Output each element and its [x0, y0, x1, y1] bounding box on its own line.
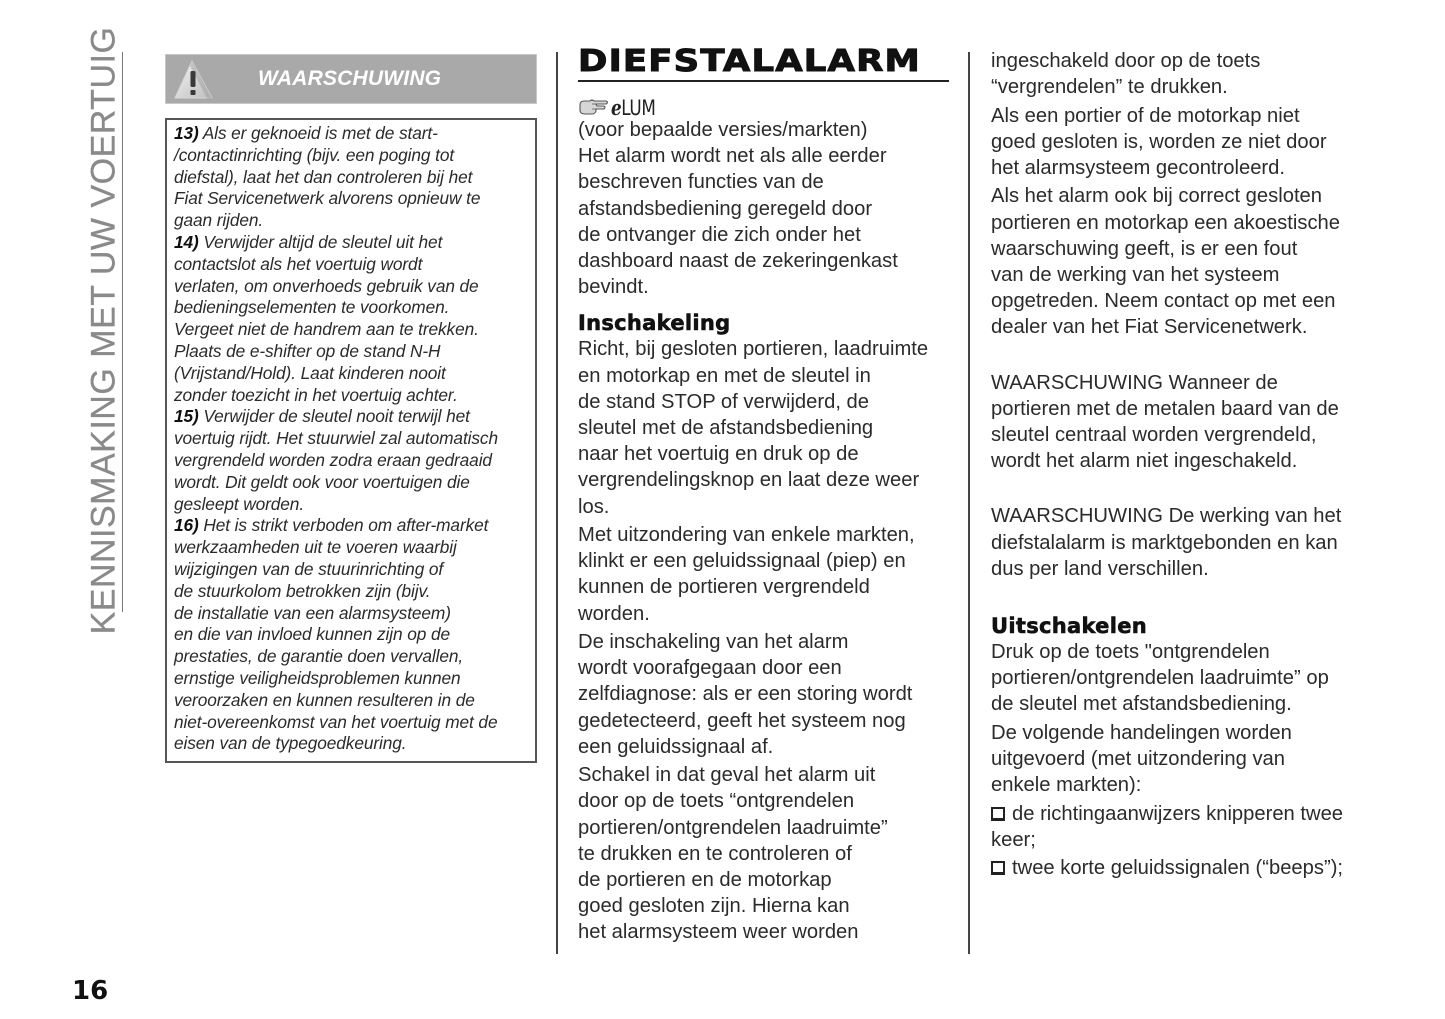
warning-number: 14) — [174, 231, 199, 252]
pointing-hand-icon — [578, 97, 610, 117]
paragraph: Schakel in dat geval het alarm uit door op de toets “ontgrendelen portieren/ontgrendelen laadruimte” te drukken en te controleren of de portieren en de motorkap goed gesloten zijn. Hierna kan het alarmsysteem weer worden — [578, 764, 888, 944]
chapter-title-text: KENNISMAKING MET UW VOERTUIG — [84, 26, 123, 634]
continuation-text — [991, 48, 1371, 341]
subheading-uitschakelen: Uitschakelen — [991, 614, 1147, 639]
warning-body — [165, 118, 537, 763]
bullet-item: de richtingaanwijzers knipperen twee keer; — [991, 802, 1344, 851]
bullet-item: twee korte geluidssignalen (“beeps”); — [991, 855, 1371, 881]
warning-number: 16) — [174, 515, 199, 536]
continuation-column — [991, 48, 1371, 884]
section-title: DIEFSTALALARM — [578, 44, 921, 79]
warning-item-14: 14) Verwijder altijd de sleutel uit het contactslot als het voertuig wordt verlaten, om onverhoeds gebruik van de bedieningselementen te voorkomen. Vergeet niet de handrem aan te trekken. Plaats de e-shifter op de stand N-H (Vrijstand/Hold). Laat kinderen nooit zonder toezicht in het voertuig achter. — [174, 231, 479, 405]
column-divider — [556, 52, 558, 954]
paragraph: De volgende handelingen worden uitgevoerd (met uitzondering van enkele markten): — [991, 721, 1292, 797]
warning-number: 15) — [174, 406, 199, 427]
availability-code: eLUM — [611, 94, 656, 120]
subheading-inschakeling: Inschakeling — [578, 311, 731, 336]
paragraph: Druk op de toets "ontgrendelen portieren/ontgrendelen laadruimte” op de sleutel met afstandsbediening. — [991, 641, 1329, 716]
warning-item-15: 15) Verwijder de sleutel nooit terwijl het voertuig rijdt. Het stuurwiel zal automatisch vergrendeld worden zodra eraan gedraaid wordt. Dit geldt ook voor voertuigen die gesleept worden. — [174, 406, 498, 514]
paragraph: Als een portier of de motorkap niet goed gesloten is, worden ze niet door het alarmsysteem gecontroleerd. — [991, 104, 1327, 179]
paragraph: Als het alarm ook bij correct gesloten portieren en motorkap een akoestische waarschuwing geeft, is er een fout van de werking van het systeem opgetreden. Neem contact op met een dealer van het Fiat Servicenetwerk. — [991, 185, 1341, 339]
title-underline — [578, 80, 949, 82]
warning-header — [165, 54, 537, 104]
main-column — [578, 44, 950, 948]
side-title-rule — [122, 52, 123, 612]
paragraph: De inschakeling van het alarm wordt voorafgegaan door een zelfdiagnose: als er een storing wordt gedetecteerd, geeft het systeem nog een geluidssignaal af. — [578, 631, 913, 758]
availability-marker — [578, 96, 950, 118]
square-bullet-icon — [991, 807, 1005, 821]
chapter-side-title — [84, 26, 124, 634]
square-bullet-icon — [991, 861, 1005, 875]
warning-note-1: WAARSCHUWING Wanneer de portieren met de metalen baard van de sleutel centraal worden vergrendeld, wordt het alarm niet ingeschakeld. — [991, 371, 1339, 473]
paragraph: Richt, bij gesloten portieren, laadruimte en motorkap en met de sleutel in de stand STOP of verwijderd, de sleutel met de afstandsbediening naar het voertuig en druk op de vergrendelingsknop en laat deze weer los. — [578, 338, 929, 518]
warning-number: 13) — [174, 123, 199, 143]
inschakeling-text — [578, 336, 950, 945]
page-number: 16 — [72, 976, 109, 1006]
warning-title: WAARSCHUWING — [258, 67, 442, 90]
paragraph: Met uitzondering van enkele markten, klinkt er een geluidssignaal (piep) en kunnen de portieren vergrendeld worden. — [578, 524, 915, 625]
warning-item-13: 13) Als er geknoeid is met de start- /contactinrichting (bijv. een poging tot diefstal), laat het dan controleren bij het Fiat Servicenetwerk alvorens opnieuw te gaan rijden. — [174, 123, 481, 231]
column-divider — [968, 52, 970, 954]
uitschakelen-text — [991, 639, 1371, 881]
warning-column — [165, 54, 537, 763]
paragraph: ingeschakeld door op de toets “vergrendelen” te drukken. — [991, 50, 1261, 99]
intro-paragraph: Het alarm wordt net als alle eerder beschreven functies van de afstandsbediening geregeld door de ontvanger die zich onder het dashboard naast de zekeringenkast bevindt. — [578, 145, 898, 299]
warning-note-2: WAARSCHUWING De werking van het diefstalalarm is marktgebonden en kan dus per land verschillen. — [991, 505, 1342, 580]
warning-item-16: 16) Het is strikt verboden om after-market werkzaamheden uit te voeren waarbij wijzigingen van de stuurinrichting of de stuurkolom betrokken zijn (bijv. de installatie van een alarmsysteem) en die van invloed kunnen zijn op de prestaties, de garantie doen vervallen, ernstige veiligheidsproblemen kunnen veroorzaken en kunnen resulteren in de niet-overeenkomst van het voertuig met de eisen van de typegoedkeuring. — [174, 515, 498, 754]
intro-text: (voor bepaalde versies/markten) Het alarm wordt net als alle eerder beschreven functies van de afstandsbediening geregeld door de ontvanger die zich onder het dashboard naast de zekeringenkast bevindt. — [578, 117, 950, 300]
warning-triangle-icon — [170, 58, 218, 102]
